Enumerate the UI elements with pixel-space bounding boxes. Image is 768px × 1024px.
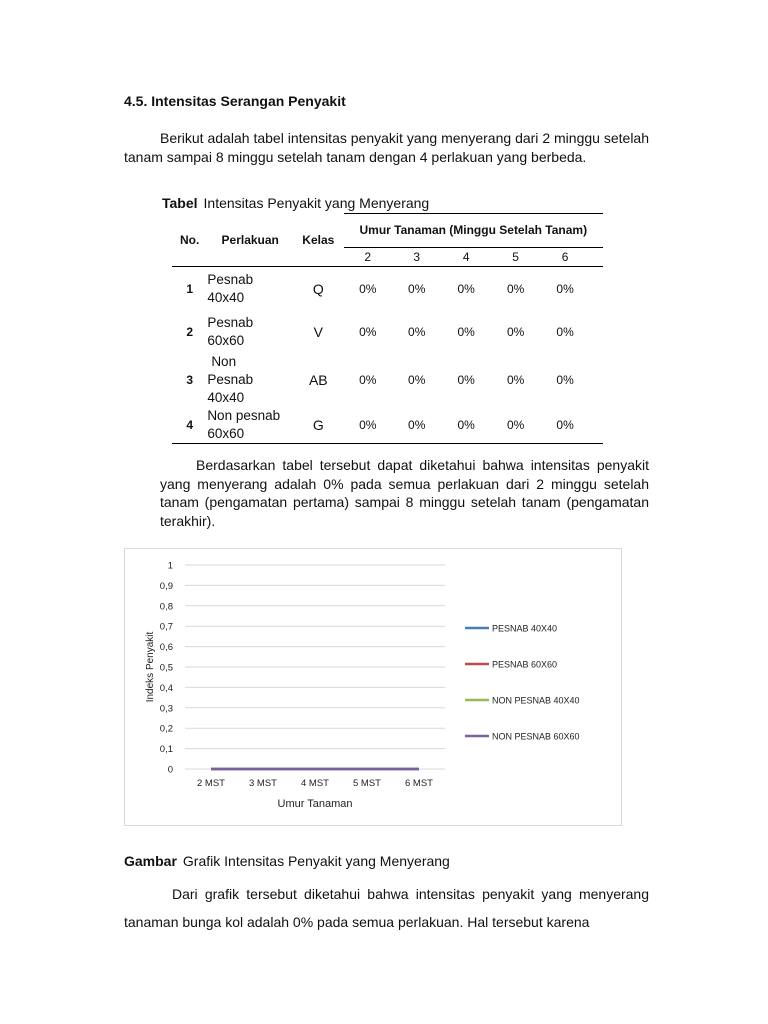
intensity-table xyxy=(172,213,603,444)
table-caption xyxy=(162,195,429,211)
row-number: 3 xyxy=(186,372,193,387)
table-caption-text: Intensitas Penyakit yang Menyerang xyxy=(203,195,430,211)
legend-label: NON PESNAB 60X60 xyxy=(492,731,580,742)
y-tick-label: 0,3 xyxy=(159,703,173,715)
header-kelas: Kelas xyxy=(302,232,335,247)
week-header: 4 xyxy=(441,248,490,267)
figure-caption-label: Gambar xyxy=(124,853,177,869)
header-perlakuan: Perlakuan xyxy=(221,232,279,247)
cell-value: 0% xyxy=(556,324,574,339)
y-tick-label: 0 xyxy=(167,764,173,776)
row-perlakuan: Pesnab 60x60 xyxy=(207,314,254,348)
cell-value: 0% xyxy=(506,324,525,339)
cell-value: 0% xyxy=(408,324,426,339)
row-kelas: AB xyxy=(308,371,328,388)
legend-label: NON PESNAB 40X40 xyxy=(492,695,580,706)
y-tick-label: 0,2 xyxy=(159,723,173,735)
section-heading: 4.5. Intensitas Serangan Penyakit xyxy=(124,93,346,109)
figure-caption-text: Grafik Intensitas Penyakit yang Menyerang xyxy=(182,853,450,869)
cell-value: 0% xyxy=(392,267,441,311)
mid-paragraph: Berdasarkan tabel tersebut dapat diketahui bahwa intensitas penyakit yang menyerang adalah 0% pada semua perlakuan dari 2 minggu setelah tanam (pengamatan pertama) sampai 8 minggu setelah tanam (pengamatan terakhir). xyxy=(160,457,649,529)
table-row xyxy=(172,311,603,353)
table-row xyxy=(172,407,603,444)
cell-value: 0% xyxy=(506,372,525,387)
cell-value: 0% xyxy=(359,324,377,339)
week-header: 2 xyxy=(344,248,392,267)
cell-value: 0% xyxy=(491,267,540,311)
x-tick-label: 3 MST xyxy=(249,778,277,789)
y-tick-label: 1 xyxy=(167,560,173,572)
line-chart xyxy=(125,549,621,825)
row-perlakuan: Non Pesnab 40x40 xyxy=(207,353,254,405)
intro-paragraph: Berikut adalah tabel intensitas penyakit yang menyerang dari 2 minggu setelah tanam sampai 8 minggu setelah tanam dengan 4 perlakuan yang berbeda. xyxy=(124,130,649,165)
figure-caption xyxy=(124,853,450,869)
row-kelas: V xyxy=(313,323,323,340)
legend-label: PESNAB 40X40 xyxy=(492,623,558,634)
cell-value: 0% xyxy=(441,267,490,311)
y-tick-label: 0,8 xyxy=(159,601,173,613)
cell-value: 0% xyxy=(359,372,377,387)
x-tick-label: 4 MST xyxy=(301,778,329,789)
row-kelas: Q xyxy=(293,267,343,311)
y-axis-label: Indeks Penyakit xyxy=(145,631,156,703)
cell-value: 0% xyxy=(556,372,574,387)
cell-value: 0% xyxy=(441,407,490,444)
week-header: 5 xyxy=(491,248,540,267)
y-tick-label: 0,9 xyxy=(159,580,173,592)
row-perlakuan: Non pesnab 60x60 xyxy=(207,407,293,444)
week-header: 6 xyxy=(540,248,589,267)
cell-value: 0% xyxy=(392,407,441,444)
cell-value: 0% xyxy=(540,267,589,311)
row-perlakuan: Pesnab 40x40 xyxy=(207,267,293,311)
table-caption-label: Tabel xyxy=(162,195,198,211)
legend-label: PESNAB 60X60 xyxy=(492,659,558,670)
x-axis-label: Umur Tanaman xyxy=(277,798,353,810)
cell-value: 0% xyxy=(344,267,392,311)
cell-value: 0% xyxy=(457,372,475,387)
y-tick-label: 0,4 xyxy=(159,682,173,694)
y-tick-label: 0,7 xyxy=(159,621,173,633)
row-number: 4 xyxy=(172,407,207,444)
cell-value: 0% xyxy=(540,407,589,444)
cell-value: 0% xyxy=(491,407,540,444)
cell-value: 0% xyxy=(344,407,392,444)
header-no: No. xyxy=(179,232,200,247)
y-tick-label: 0,1 xyxy=(159,744,173,756)
header-umur-tanaman: Umur Tanaman (Minggu Setelah Tanam) xyxy=(344,214,603,248)
row-kelas: G xyxy=(293,407,343,444)
week-header: 3 xyxy=(392,248,441,267)
x-tick-label: 2 MST xyxy=(197,778,225,789)
closing-paragraph: Dari grafik tersebut diketahui bahwa intensitas penyakit yang menyerang tanaman bunga kol adalah 0% pada semua perlakuan. Hal tersebut karena xyxy=(124,886,649,930)
y-tick-label: 0,6 xyxy=(159,642,173,654)
cell-value: 0% xyxy=(457,324,475,339)
table-row xyxy=(172,353,603,407)
row-number: 1 xyxy=(172,267,207,311)
y-tick-label: 0,5 xyxy=(159,662,173,674)
x-tick-label: 6 MST xyxy=(405,778,433,789)
cell-value: 0% xyxy=(408,372,426,387)
table-row xyxy=(172,267,603,311)
chart-container xyxy=(124,548,622,826)
row-number: 2 xyxy=(186,324,193,339)
x-tick-label: 5 MST xyxy=(353,778,381,789)
